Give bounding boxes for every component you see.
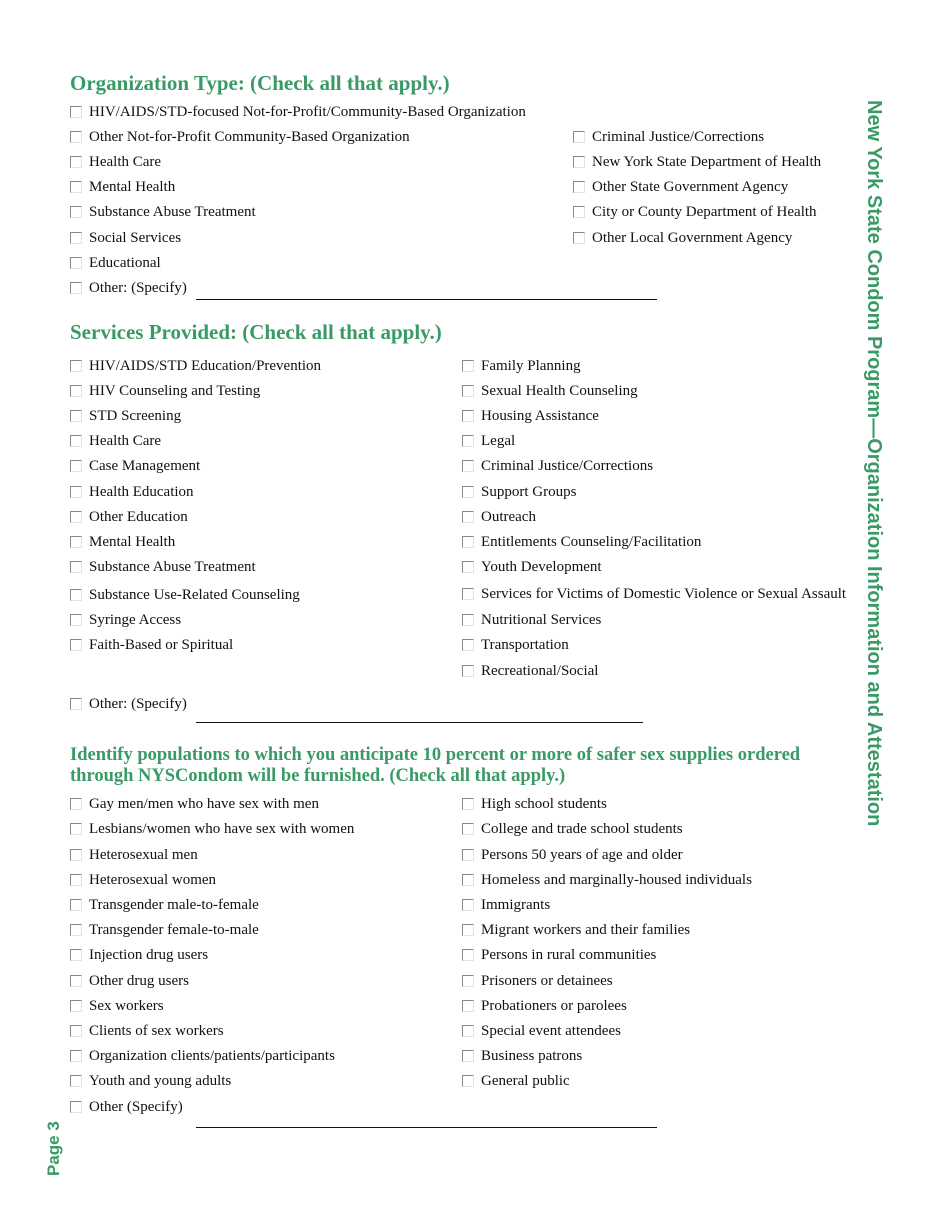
- population-option[interactable]: [70, 996, 164, 1016]
- option-label: General public: [481, 1073, 570, 1089]
- population-option[interactable]: [70, 895, 259, 915]
- service-option[interactable]: [70, 356, 321, 376]
- checkbox[interactable]: [70, 206, 82, 218]
- checkbox[interactable]: [462, 899, 474, 911]
- org-type-option[interactable]: [70, 177, 175, 197]
- org-type-option[interactable]: [70, 102, 526, 122]
- population-option[interactable]: [462, 870, 752, 890]
- org-type-option[interactable]: [573, 202, 817, 222]
- option-label: Legal: [481, 433, 516, 449]
- option-label: Heterosexual women: [89, 872, 217, 888]
- checkbox[interactable]: [70, 410, 82, 422]
- option-label: Other Local Government Agency: [592, 230, 793, 246]
- org-type-option[interactable]: [573, 177, 788, 197]
- org-type-other-specify-line[interactable]: [196, 299, 657, 300]
- population-option[interactable]: [462, 945, 656, 965]
- checkbox[interactable]: [70, 282, 82, 294]
- population-option[interactable]: [462, 996, 627, 1016]
- checkbox[interactable]: [462, 798, 474, 810]
- population-option[interactable]: [70, 1071, 231, 1091]
- service-other-specify-line[interactable]: [196, 722, 643, 723]
- checkbox[interactable]: [70, 1050, 82, 1062]
- checkbox[interactable]: [462, 949, 474, 961]
- option-label: STD Screening: [89, 408, 182, 424]
- population-option[interactable]: [462, 920, 690, 940]
- option-label: College and trade school students: [481, 821, 683, 837]
- service-other-option[interactable]: [70, 694, 187, 714]
- checkbox[interactable]: [462, 511, 474, 523]
- service-option[interactable]: [462, 482, 576, 502]
- option-label: Health Care: [89, 154, 162, 170]
- checkbox[interactable]: [462, 874, 474, 886]
- population-option[interactable]: [70, 945, 208, 965]
- checkbox[interactable]: [462, 1075, 474, 1087]
- checkbox[interactable]: [70, 589, 82, 601]
- org-type-option[interactable]: [70, 228, 181, 248]
- option-label: Lesbians/women who have sex with women: [89, 821, 355, 837]
- option-label: Support Groups: [481, 484, 577, 500]
- page-number: Page 3: [44, 1121, 63, 1176]
- service-option[interactable]: [70, 381, 260, 401]
- option-label: Family Planning: [481, 358, 581, 374]
- checkbox[interactable]: [462, 410, 474, 422]
- population-option[interactable]: [70, 920, 259, 940]
- org-type-option[interactable]: [70, 127, 410, 147]
- option-label: Mental Health: [89, 534, 176, 550]
- option-label: Health Education: [89, 484, 194, 500]
- checkbox[interactable]: [462, 1025, 474, 1037]
- population-option[interactable]: [70, 971, 189, 991]
- option-label: Transgender female-to-male: [89, 922, 259, 938]
- population-option[interactable]: [462, 794, 607, 814]
- option-label: Youth and young adults: [89, 1073, 232, 1089]
- option-label: HIV Counseling and Testing: [89, 383, 261, 399]
- service-option[interactable]: [462, 507, 536, 527]
- checkbox[interactable]: [70, 975, 82, 987]
- option-label: Educational: [89, 255, 161, 271]
- option-label: Business patrons: [481, 1048, 583, 1064]
- option-label: Substance Abuse Treatment: [89, 204, 256, 220]
- option-label: HIV/AIDS/STD-focused Not-for-Profit/Community-Based Organization: [89, 104, 526, 120]
- option-label: Case Management: [89, 458, 201, 474]
- option-label: Persons 50 years of age and older: [481, 847, 683, 863]
- service-option[interactable]: [462, 356, 581, 376]
- checkbox[interactable]: [462, 924, 474, 936]
- option-label: Other: (Specify): [89, 696, 187, 712]
- checkbox[interactable]: [462, 561, 474, 573]
- population-option[interactable]: [462, 1071, 570, 1091]
- population-other-specify-line[interactable]: [196, 1127, 657, 1128]
- service-option[interactable]: [70, 610, 181, 630]
- population-option[interactable]: [462, 971, 613, 991]
- checkbox[interactable]: [573, 131, 585, 143]
- service-option[interactable]: [70, 635, 233, 655]
- checkbox[interactable]: [462, 360, 474, 372]
- checkbox[interactable]: [573, 156, 585, 168]
- option-label: Syringe Access: [89, 612, 182, 628]
- checkbox[interactable]: [462, 588, 474, 600]
- checkbox[interactable]: [70, 1025, 82, 1037]
- checkbox[interactable]: [70, 106, 82, 118]
- option-label: Mental Health: [89, 179, 176, 195]
- option-label: HIV/AIDS/STD Education/Prevention: [89, 358, 322, 374]
- option-label: Clients of sex workers: [89, 1023, 224, 1039]
- population-option[interactable]: [70, 1046, 335, 1066]
- checkbox[interactable]: [70, 232, 82, 244]
- service-option[interactable]: [462, 584, 846, 604]
- org-type-option[interactable]: [70, 202, 256, 222]
- checkbox[interactable]: [462, 639, 474, 651]
- option-label: Probationers or parolees: [481, 998, 627, 1014]
- option-label: Housing Assistance: [481, 408, 599, 424]
- option-label: Sexual Health Counseling: [481, 383, 638, 399]
- option-label: Outreach: [481, 509, 536, 525]
- services-heading: Services Provided: (Check all that apply.): [70, 320, 442, 344]
- option-label: Other Education: [89, 509, 188, 525]
- option-label: Services for Victims of Domestic Violence or Sexual Assault: [481, 586, 847, 602]
- checkbox[interactable]: [70, 156, 82, 168]
- checkbox[interactable]: [70, 131, 82, 143]
- checkbox[interactable]: [70, 899, 82, 911]
- checkbox[interactable]: [70, 511, 82, 523]
- option-label: Sex workers: [89, 998, 164, 1014]
- checkbox[interactable]: [70, 1101, 82, 1113]
- checkbox[interactable]: [462, 975, 474, 987]
- option-label: Nutritional Services: [481, 612, 602, 628]
- service-option[interactable]: [462, 406, 599, 426]
- option-label: Other State Government Agency: [592, 179, 789, 195]
- checkbox[interactable]: [70, 874, 82, 886]
- checkbox[interactable]: [573, 181, 585, 193]
- option-label: Criminal Justice/Corrections: [592, 129, 765, 145]
- checkbox[interactable]: [462, 385, 474, 397]
- checkbox[interactable]: [70, 849, 82, 861]
- population-option[interactable]: [462, 1046, 582, 1066]
- option-label: Homeless and marginally-housed individuals: [481, 872, 752, 888]
- checkbox[interactable]: [70, 536, 82, 548]
- option-label: Other (Specify): [89, 1099, 183, 1115]
- checkbox[interactable]: [462, 849, 474, 861]
- checkbox[interactable]: [70, 924, 82, 936]
- option-label: City or County Department of Health: [592, 204, 817, 220]
- service-option[interactable]: [462, 610, 601, 630]
- service-option[interactable]: [70, 482, 194, 502]
- service-option[interactable]: [70, 532, 175, 552]
- service-option[interactable]: [462, 456, 653, 476]
- checkbox[interactable]: [573, 232, 585, 244]
- org-type-option[interactable]: [573, 152, 821, 172]
- option-label: Substance Use-Related Counseling: [89, 587, 300, 603]
- option-label: New York State Department of Health: [592, 154, 822, 170]
- service-option[interactable]: [462, 431, 515, 451]
- service-option[interactable]: [70, 406, 181, 426]
- service-option[interactable]: [70, 431, 161, 451]
- checkbox[interactable]: [462, 823, 474, 835]
- org-type-option[interactable]: [573, 127, 764, 147]
- checkbox[interactable]: [70, 561, 82, 573]
- option-label: Criminal Justice/Corrections: [481, 458, 654, 474]
- side-document-title: New York State Condom Program—Organization Information and Attestation: [863, 100, 885, 827]
- option-label: Substance Abuse Treatment: [89, 559, 256, 575]
- populations-heading-line-1: Identify populations to which you anticipate 10 percent or more of safer sex supplies ordered: [70, 745, 801, 765]
- option-label: Gay men/men who have sex with men: [89, 796, 319, 812]
- option-label: Migrant workers and their families: [481, 922, 691, 938]
- service-option[interactable]: [462, 557, 602, 577]
- checkbox[interactable]: [70, 435, 82, 447]
- checkbox[interactable]: [70, 823, 82, 835]
- option-label: Youth Development: [481, 559, 602, 575]
- option-label: Other drug users: [89, 973, 189, 989]
- checkbox[interactable]: [70, 1000, 82, 1012]
- option-label: Recreational/Social: [481, 663, 599, 679]
- checkbox[interactable]: [70, 360, 82, 372]
- population-option[interactable]: [70, 819, 354, 839]
- checkbox[interactable]: [462, 460, 474, 472]
- org-type-option[interactable]: [70, 253, 161, 273]
- option-label: Heterosexual men: [89, 847, 198, 863]
- org-type-option[interactable]: [573, 228, 792, 248]
- checkbox[interactable]: [70, 614, 82, 626]
- option-label: Entitlements Counseling/Facilitation: [481, 534, 702, 550]
- option-label: Other: (Specify): [89, 280, 187, 296]
- option-label: High school students: [481, 796, 607, 812]
- service-option[interactable]: [70, 456, 200, 476]
- checkbox[interactable]: [462, 536, 474, 548]
- option-label: Transgender male-to-female: [89, 897, 259, 913]
- checkbox[interactable]: [70, 639, 82, 651]
- service-option[interactable]: [462, 661, 598, 681]
- service-option[interactable]: [70, 507, 188, 527]
- org-type-other-option[interactable]: [70, 278, 187, 298]
- checkbox[interactable]: [70, 949, 82, 961]
- checkbox[interactable]: [462, 1050, 474, 1062]
- option-label: Prisoners or detainees: [481, 973, 613, 989]
- population-option[interactable]: [70, 794, 319, 814]
- option-label: Social Services: [89, 230, 182, 246]
- service-option[interactable]: [462, 381, 638, 401]
- population-option[interactable]: [462, 895, 550, 915]
- checkbox[interactable]: [70, 181, 82, 193]
- checkbox[interactable]: [70, 798, 82, 810]
- checkbox[interactable]: [70, 486, 82, 498]
- option-label: Organization clients/patients/participants: [89, 1048, 335, 1064]
- checkbox[interactable]: [462, 1000, 474, 1012]
- service-option[interactable]: [70, 585, 300, 605]
- option-label: Transportation: [481, 637, 569, 653]
- checkbox[interactable]: [462, 435, 474, 447]
- population-option[interactable]: [462, 845, 683, 865]
- checkbox[interactable]: [70, 257, 82, 269]
- org-type-heading: Organization Type: (Check all that apply.): [70, 71, 450, 95]
- population-option[interactable]: [462, 1021, 621, 1041]
- option-label: Immigrants: [481, 897, 551, 913]
- checkbox[interactable]: [573, 206, 585, 218]
- service-option[interactable]: [462, 532, 701, 552]
- option-label: Other Not-for-Profit Community-Based Organization: [89, 129, 410, 145]
- population-option[interactable]: [70, 870, 216, 890]
- checkbox[interactable]: [70, 460, 82, 472]
- checkbox[interactable]: [70, 385, 82, 397]
- option-label: Persons in rural communities: [481, 947, 657, 963]
- checkbox[interactable]: [462, 486, 474, 498]
- checkbox[interactable]: [462, 614, 474, 626]
- option-label: Injection drug users: [89, 947, 209, 963]
- org-type-option[interactable]: [70, 152, 161, 172]
- option-label: Faith-Based or Spiritual: [89, 637, 234, 653]
- checkbox[interactable]: [462, 665, 474, 677]
- option-label: Health Care: [89, 433, 162, 449]
- population-option[interactable]: [70, 1021, 224, 1041]
- populations-heading-line-2: through NYSCondom will be furnished. (Check all that apply.): [70, 766, 566, 786]
- option-label: Special event attendees: [481, 1023, 621, 1039]
- service-option[interactable]: [462, 635, 569, 655]
- population-option[interactable]: [70, 845, 198, 865]
- population-option[interactable]: [462, 819, 683, 839]
- checkbox[interactable]: [70, 1075, 82, 1087]
- checkbox[interactable]: [70, 698, 82, 710]
- population-other-option[interactable]: [70, 1097, 183, 1117]
- service-option[interactable]: [70, 557, 256, 577]
